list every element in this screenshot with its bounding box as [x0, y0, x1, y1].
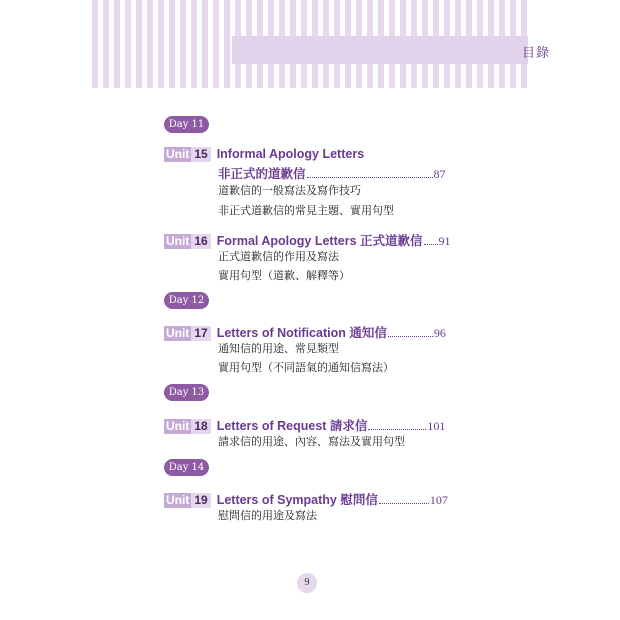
day-label: Day 12 — [164, 292, 209, 309]
leader-dots — [368, 429, 426, 430]
leader-dots — [379, 503, 429, 504]
unit-word: Unit — [166, 147, 190, 161]
unit-number: 17 — [191, 326, 210, 341]
unit-badge — [164, 147, 211, 162]
toc-entry-unit-17[interactable] — [164, 323, 446, 341]
day-label: Day 14 — [164, 459, 209, 476]
page-number: 107 — [429, 493, 448, 507]
page-number: 87 — [433, 167, 446, 181]
page-number: 96 — [433, 326, 446, 340]
unit-description: 請求信的用途、內容、寫法及實用句型 — [218, 435, 405, 448]
unit-title: Letters of Notification 通知信 — [216, 326, 387, 340]
toc-entry-unit-18[interactable] — [164, 416, 445, 434]
unit-title: Letters of Sympathy 慰問信 — [216, 493, 378, 507]
unit-number: 16 — [191, 234, 210, 249]
page-number: 91 — [438, 234, 451, 248]
header-title-bar — [232, 36, 528, 64]
unit-word: Unit — [166, 419, 190, 433]
unit-badge — [164, 234, 211, 249]
toc-entry-unit-16[interactable] — [164, 231, 451, 249]
unit-word: Unit — [166, 326, 190, 340]
unit-title: Letters of Request 請求信 — [216, 419, 368, 433]
toc-entry-unit-15[interactable] — [164, 147, 364, 162]
page-title: 目錄 — [521, 46, 550, 61]
unit-word: Unit — [166, 234, 190, 248]
unit-description: 慰問信的用途及寫法 — [218, 509, 317, 522]
unit-title: Informal Apology Letters — [216, 147, 365, 161]
unit-word: Unit — [166, 493, 190, 507]
unit-description: 通知信的用途、常見類型 — [218, 342, 339, 355]
unit-description: 實用句型（道歉、解釋等） — [218, 269, 350, 282]
unit-title-zh: 非正式的道歉信 — [218, 167, 306, 181]
page-number: 101 — [427, 419, 446, 433]
unit-description: 正式道歉信的作用及寫法 — [218, 250, 339, 263]
leader-dots — [307, 177, 433, 178]
unit-description: 非正式道歉信的常見主題、實用句型 — [218, 204, 394, 217]
footer-page-number: 9 — [297, 573, 317, 593]
unit-badge — [164, 493, 211, 508]
day-label: Day 13 — [164, 384, 209, 401]
unit-number: 18 — [191, 419, 210, 434]
unit-number: 19 — [191, 493, 210, 508]
day-label: Day 11 — [164, 116, 209, 133]
unit-badge — [164, 326, 211, 341]
leader-dots — [424, 244, 438, 245]
toc-entry-unit-19[interactable] — [164, 490, 448, 508]
unit-number: 15 — [191, 147, 210, 162]
toc-entry-unit-15-zh[interactable] — [218, 164, 446, 182]
unit-description: 道歉信的一般寫法及寫作技巧 — [218, 184, 361, 197]
unit-description: 實用句型（不同語氣的通知信寫法） — [218, 361, 394, 374]
unit-badge — [164, 419, 211, 434]
unit-title: Formal Apology Letters 正式道歉信 — [216, 234, 423, 248]
leader-dots — [388, 336, 433, 337]
